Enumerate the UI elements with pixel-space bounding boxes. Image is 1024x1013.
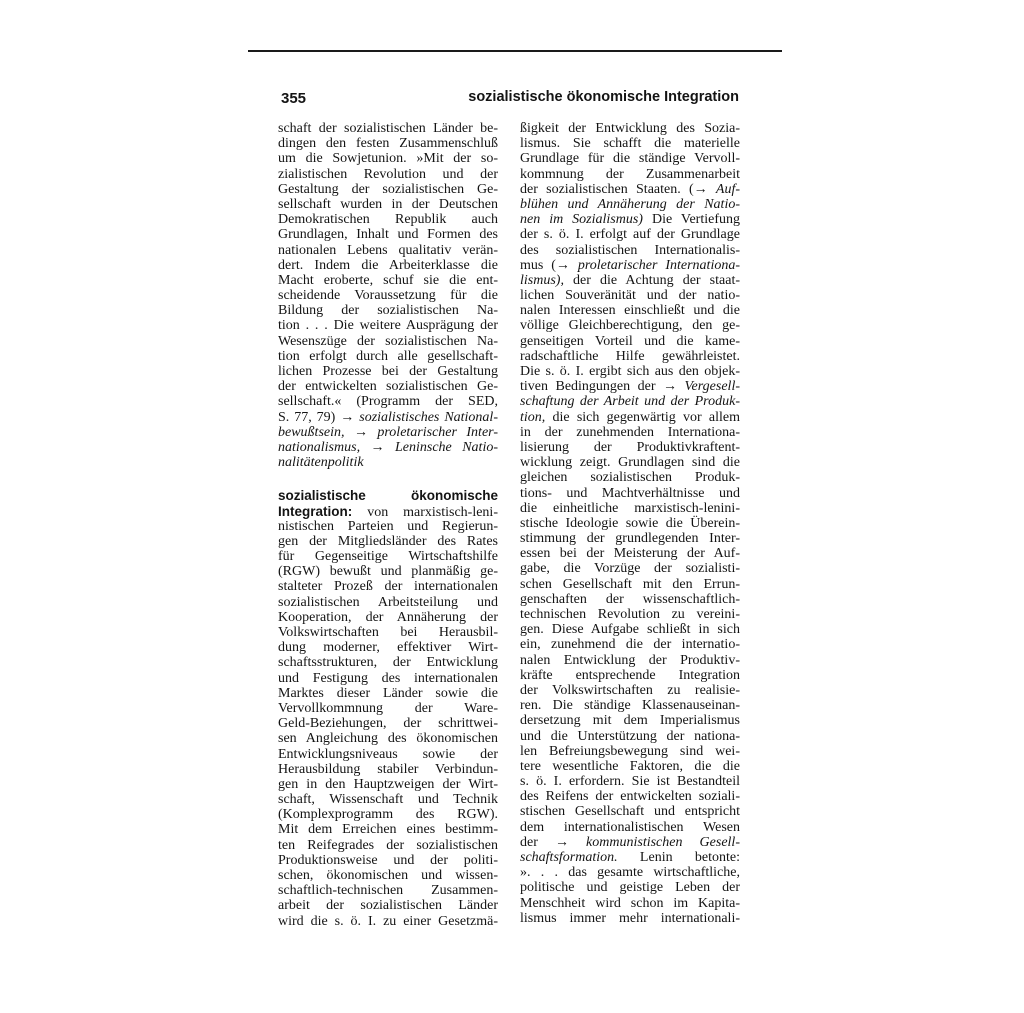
text-line [520, 577, 740, 592]
text-line [278, 258, 498, 273]
text-run: S. 77, 79) → [278, 409, 360, 425]
text-line [520, 713, 740, 728]
text-line [520, 835, 740, 850]
cross-reference: proletarischer Inter- [377, 424, 498, 440]
text-run: Demokratischen Republik auch [278, 212, 498, 228]
text-line [520, 865, 740, 880]
text-line [278, 807, 498, 822]
text-run: gen der Mitgliedsländer des Rates [278, 533, 498, 549]
text-run: stische Ideologie sowie die Überein- [520, 515, 740, 531]
text-line [278, 504, 498, 519]
top-rule [248, 50, 782, 52]
text-run: ten Reifegrades der sozialistischen [278, 837, 498, 853]
text-run: schaftlich-technischen Zusammen- [278, 883, 498, 899]
text-line [520, 455, 740, 470]
text-line [520, 288, 740, 303]
text-line [278, 747, 498, 762]
text-run: Gestaltung der sozialistischen Ge- [278, 181, 498, 197]
text-run: der sozialistischen Staaten. (→ [520, 181, 716, 197]
text-run: Vervollkommnung der Ware- [278, 700, 498, 716]
text-run: Die s. ö. I. ergibt sich aus den objek- [520, 364, 740, 379]
text-run: nalen Interessen einschließt und die [520, 303, 740, 319]
text-run: genschaften der wissenschaftlich- [520, 591, 740, 607]
text-run: arbeit der sozialistischen Länder [278, 898, 498, 914]
text-run: sellschaft wurden in der Deutschen [278, 196, 498, 212]
left-text-column [278, 121, 498, 929]
text-run: der Volkswirtschaften zu realisie- [520, 682, 740, 698]
text-line [520, 592, 740, 607]
text-run: des Reifens der entwickelten soziali- [520, 789, 740, 805]
text-line [278, 792, 498, 807]
text-run: von marxistisch-leni- [352, 504, 498, 520]
text-run: lismus. Sie schafft die materielle [520, 136, 740, 152]
text-line [278, 822, 498, 837]
text-run: Macht eroberte, schuf sie die ent- [278, 272, 498, 288]
text-run: radschaftliche Hilfe gewährleistet. [520, 348, 740, 364]
text-line [520, 683, 740, 698]
text-run: lismus immer mehr internationali- [520, 910, 740, 926]
text-run: sozialistischen Arbeitsteilung und [278, 594, 498, 610]
text-line [278, 655, 498, 670]
cross-reference: nen im Sozialismus) [520, 212, 643, 228]
text-run: Marktes dieser Länder sowie die [278, 685, 498, 701]
text-run: dem internationalistischen Wesen [520, 819, 740, 835]
text-line [278, 898, 498, 913]
text-run: kommnung der Zusammenarbeit [520, 166, 740, 182]
text-line [520, 440, 740, 455]
text-run: Lenin betonte: [617, 850, 740, 865]
text-run: völlige Gleichberechtigung, den ge- [520, 318, 740, 334]
text-line [278, 151, 498, 166]
text-run: ein, zunehmend die der internatio- [520, 637, 740, 653]
text-run: dung moderner, effektiver Wirt- [278, 640, 498, 656]
text-line [278, 883, 498, 898]
text-line [520, 121, 740, 136]
text-line [520, 744, 740, 759]
text-line [520, 318, 740, 333]
entry-lemma: sozialistische ökonomische [278, 488, 498, 504]
text-run: Die Vertiefung [642, 212, 740, 228]
text-run: Entwicklungsniveaus sowie der [278, 746, 498, 762]
text-line [520, 622, 740, 637]
cross-reference: schaftsformation. [520, 850, 618, 865]
text-line [278, 349, 498, 364]
text-line [278, 364, 498, 379]
text-run: gabe, die Vorzüge der sozialisti- [520, 561, 740, 577]
text-run: schen Gesellschaft mit den Errun- [520, 576, 740, 592]
text-line [520, 516, 740, 531]
text-run: zialistischen Revolution und der [278, 166, 498, 182]
text-line [520, 501, 740, 516]
text-line [278, 853, 498, 868]
text-run: stimmung der grundlegenden Inter- [520, 531, 740, 547]
text-line [520, 896, 740, 911]
text-run: Mit dem Erreichen eines bestimm- [278, 822, 498, 838]
text-line [520, 227, 740, 242]
text-line [520, 637, 740, 652]
cross-reference: nalitätenpolitik [278, 455, 364, 471]
text-run: und die Unterstützung der nationa- [520, 728, 740, 744]
text-run: wird die s. ö. I. zu einer Gesetzmä- [278, 913, 498, 929]
text-line [278, 318, 498, 333]
text-run: dert. Indem die Arbeiterklasse die [278, 257, 498, 273]
text-run: gleichen sozialistischen Produk- [520, 470, 740, 486]
text-run: (Komplexprogramm des RGW). [278, 807, 498, 823]
text-line [278, 777, 498, 792]
text-line [520, 911, 740, 926]
cross-reference: proletarischer Internationa- [577, 257, 740, 273]
text-line [278, 167, 498, 182]
text-line [278, 488, 498, 503]
text-run: Menschheit wird schon im Kapita- [520, 895, 740, 911]
text-run: stalteter Prozeß der internationalen [278, 579, 498, 595]
text-run: dersetzung mit dem Imperialismus [520, 713, 740, 729]
text-line [520, 850, 740, 865]
page-number: 355 [281, 90, 307, 107]
text-line [520, 212, 740, 227]
text-run: in der zunehmenden Internationa- [520, 424, 740, 440]
text-line [520, 880, 740, 895]
text-run: gen in den Hauptzweigen der Wirt- [278, 776, 498, 792]
text-run: nistischen Parteien und Regierun- [278, 518, 498, 534]
text-line [278, 455, 498, 470]
text-run: Kooperation, der Annäherung der [278, 609, 498, 625]
text-run: Grundlagen, Inhalt und Formen des [278, 227, 498, 243]
cross-reference: Vergesell- [684, 379, 740, 395]
text-line [278, 762, 498, 777]
text-run: lichen Souveränität und der natio- [520, 288, 740, 304]
text-run: tiven Bedingungen der → [520, 379, 685, 395]
cross-reference: kommunistischen Gesell- [586, 834, 740, 850]
text-line [278, 136, 498, 151]
text-line [278, 440, 498, 455]
text-line [520, 789, 740, 804]
text-run: schaft, Wissenschaft und Technik [278, 792, 498, 808]
text-run: Wesenszüge der sozialistischen Na- [278, 333, 498, 349]
text-line [278, 716, 498, 731]
text-run: des sozialistischen Internationalis- [520, 242, 740, 258]
text-line [520, 349, 740, 364]
text-run: der entwickelten sozialistischen Ge- [278, 379, 498, 395]
text-run: nationalen Lebens qualitativ verän- [278, 242, 498, 258]
text-run: stischen Gesellschaft und entspricht [520, 804, 740, 820]
cross-reference: Auf- [715, 181, 740, 197]
text-line [278, 334, 498, 349]
text-line [520, 607, 740, 622]
text-line [278, 640, 498, 655]
text-line [520, 698, 740, 713]
text-line [278, 625, 498, 640]
text-line [520, 394, 740, 409]
text-run: lichen Prozesse bei der Gestaltung [278, 364, 498, 379]
text-line [520, 151, 740, 166]
text-run: nalen Entwicklung der Produktiv- [520, 652, 740, 668]
text-run: tions- und Machtverhältnisse und [520, 485, 740, 501]
text-line [520, 167, 740, 182]
text-run: um die Sowjetunion. »Mit der so- [278, 151, 498, 167]
text-line [520, 258, 740, 273]
text-line [278, 914, 498, 929]
text-line [278, 868, 498, 883]
text-line [278, 838, 498, 853]
text-run: Volkswirtschaften bei Herausbil- [278, 625, 498, 640]
text-line [520, 197, 740, 212]
text-line [520, 379, 740, 394]
cross-reference: nationalismus, [278, 439, 361, 455]
text-run: tere wesentliche Faktoren, die die [520, 758, 740, 774]
text-run: schaft der sozialistischen Länder be- [278, 121, 498, 136]
cross-reference: lismus), [520, 272, 564, 288]
text-line [278, 701, 498, 716]
text-run: scheidende Voraussetzung für die [278, 288, 498, 304]
text-run: (RGW) bewußt und planmäßig ge- [278, 564, 498, 580]
text-line [520, 561, 740, 576]
text-line [278, 273, 498, 288]
text-line [278, 686, 498, 701]
text-run: der → [520, 834, 587, 850]
text-line [520, 653, 740, 668]
text-run: die einheitliche marxistisch-lenini- [520, 500, 740, 516]
text-run: ßigkeit der Entwicklung des Sozia- [520, 121, 740, 136]
cross-reference: tion, [520, 409, 546, 425]
text-run: Grundlage für die ständige Vervoll- [520, 151, 740, 167]
text-run: len Befreiungsbewegung sind wei- [520, 743, 740, 759]
text-line [278, 534, 498, 549]
cross-reference: schaftung der Arbeit und der Produk- [520, 394, 740, 410]
text-line [278, 549, 498, 564]
text-run: → [360, 439, 395, 455]
text-line [520, 364, 740, 379]
text-run: mus (→ [520, 257, 578, 273]
text-run: Bildung der sozialistischen Na- [278, 303, 498, 319]
text-line [278, 121, 498, 136]
text-run: Geld-Beziehungen, der schrittwei- [278, 716, 498, 732]
text-line [520, 303, 740, 318]
text-run: essen bei der Meisterung der Auf- [520, 546, 740, 562]
text-line [520, 273, 740, 288]
text-run: ren. Die ständige Klassenauseinan- [520, 698, 740, 714]
text-line [278, 425, 498, 440]
text-line [520, 759, 740, 774]
text-run: → [344, 424, 378, 440]
text-run: dingen den festen Zusammenschluß [278, 136, 498, 152]
text-run: die sich gegenwärtig vor allem [545, 409, 740, 425]
text-run: ». . . das gesamte wirtschaftliche, [520, 865, 740, 881]
text-run: schaftsstrukturen, der Entwicklung [278, 655, 498, 671]
text-run: für Gegenseitige Wirtschaftshilfe [278, 549, 498, 565]
text-line [278, 671, 498, 686]
text-line [278, 288, 498, 303]
text-line [278, 243, 498, 258]
text-run: sellschaft.« (Programm der SED, [278, 394, 498, 410]
text-run: gen. Diese Aufgabe schließt in sich [520, 622, 740, 638]
cross-reference: Leninsche Natio- [395, 439, 499, 455]
text-run: Herausbildung stabiler Verbindun- [278, 761, 498, 777]
text-line [520, 820, 740, 835]
text-run: und Festigung des internationalen [278, 670, 498, 686]
text-line [278, 227, 498, 242]
text-run: technischen Revolution zu vereini- [520, 607, 740, 622]
paragraph-gap [278, 470, 498, 488]
text-line [278, 182, 498, 197]
text-run: schen, ökonomischen und wissen- [278, 868, 498, 883]
cross-reference: blühen und Annäherung der Natio- [520, 196, 740, 212]
text-line [520, 410, 740, 425]
text-run: sen Angleichung des ökonomischen [278, 731, 498, 747]
text-line [520, 182, 740, 197]
text-line [278, 394, 498, 409]
text-line [520, 486, 740, 501]
text-line [520, 668, 740, 683]
text-line [520, 774, 740, 789]
text-line [520, 729, 740, 744]
text-run: Produktionsweise und der politi- [278, 852, 498, 868]
text-line [278, 564, 498, 579]
running-title: sozialistische ökonomische Integration [468, 89, 739, 105]
text-run: tion . . . Die weitere Ausprägung der [278, 318, 498, 334]
text-line [278, 410, 498, 425]
text-line [278, 197, 498, 212]
entry-lemma: Integration: [278, 503, 353, 519]
text-line [520, 546, 740, 561]
text-line [278, 579, 498, 594]
text-line [520, 136, 740, 151]
text-line [520, 470, 740, 485]
text-run: kräfte entsprechende Integration [520, 667, 740, 683]
text-line [278, 731, 498, 746]
text-line [520, 531, 740, 546]
text-run: der die Achtung der staat- [563, 272, 740, 288]
text-line [278, 610, 498, 625]
text-line [520, 334, 740, 349]
text-line [278, 595, 498, 610]
text-run: politische und geistige Leben der [520, 880, 740, 896]
text-line [520, 243, 740, 258]
text-line [520, 804, 740, 819]
text-run: genseitigen Vorteil und die kame- [520, 333, 740, 349]
cross-reference: bewußtsein, [278, 424, 345, 440]
right-text-column [520, 121, 740, 926]
cross-reference: sozialistisches National- [359, 409, 498, 425]
text-run: lisierung der Produktivkraftent- [520, 439, 740, 455]
text-line [278, 379, 498, 394]
text-line [278, 303, 498, 318]
text-run: wicklung zeigt. Grundlagen sind die [520, 455, 740, 471]
text-line [278, 212, 498, 227]
text-run: s. ö. I. erfordern. Sie ist Bestandteil [520, 774, 740, 790]
text-line [278, 519, 498, 534]
text-line [520, 425, 740, 440]
text-run: tion erfolgt durch alle gesellschaft- [278, 348, 498, 364]
text-run: der s. ö. I. erfolgt auf der Grundlage [520, 227, 740, 243]
